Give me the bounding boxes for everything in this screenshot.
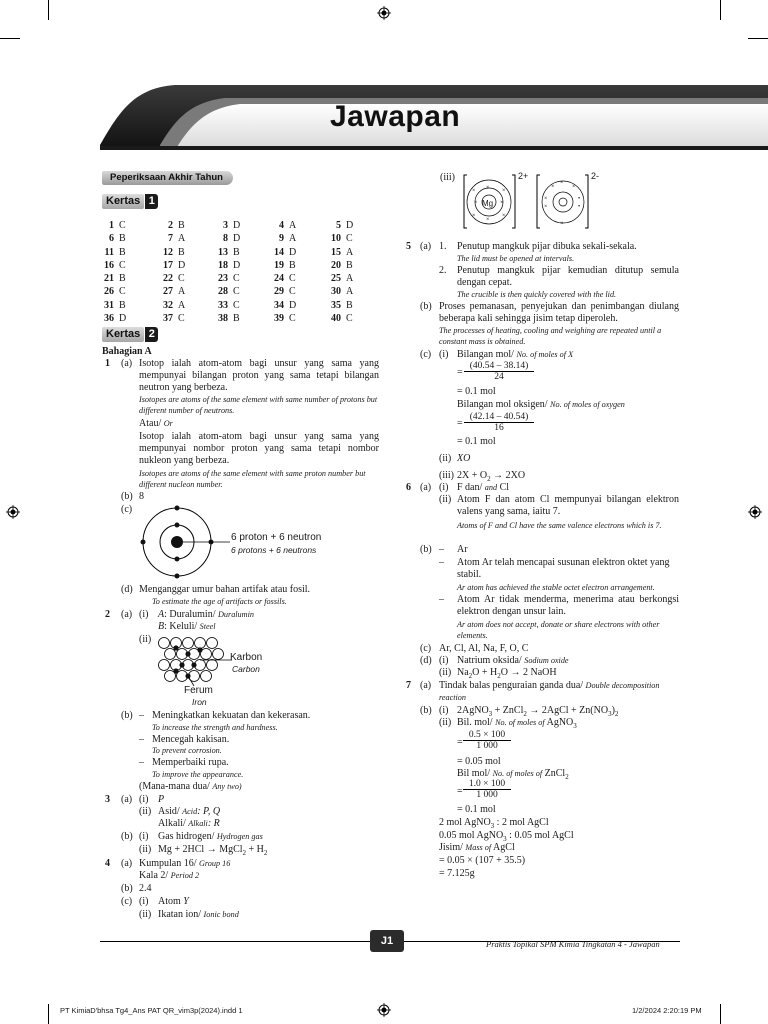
fraction-4: $\frac{1.0 \times 100}{1 000}$ xyxy=(463,779,511,800)
q2-number: 2 xyxy=(105,609,110,620)
svg-text:×: × xyxy=(486,217,490,223)
mol-zncl2-label: Bil mol/ No. of moles of ZnCl$_2$ xyxy=(457,768,569,781)
answer-letter: B xyxy=(346,299,353,311)
answer-letter: A xyxy=(178,233,186,245)
q6d-i: (i) xyxy=(439,655,449,666)
question-number: 26 xyxy=(104,286,114,298)
answer-letter: A xyxy=(178,286,186,298)
carbon-atom xyxy=(173,668,178,673)
q7b-i-equation: 2AgNO$_3$ + ZnCl$_2$ → 2AgCl + $Zn(NO_3)_2$ xyxy=(457,705,619,718)
page-title: Jawapan xyxy=(330,100,461,133)
q1a-ms2: Isotop ialah atom-atom bagi unsur yang sama yang mempunyai nombor proton yang sama tetapi nombor nukleon yang berbeza. xyxy=(139,431,379,466)
answer-row xyxy=(100,232,371,245)
answer-letter: C xyxy=(233,286,240,298)
q6b3-ms: Atom Ar tidak menderma, menerima atau berkongsi elektron dengan unsur lain. xyxy=(457,594,679,617)
q1b-answer: 8 xyxy=(139,491,144,502)
q5a-label: (a) xyxy=(420,241,432,252)
carbon-atom xyxy=(197,647,202,652)
alloy-diagram xyxy=(152,636,234,686)
q2b2-ms: Mencegah kakisan. xyxy=(152,734,230,745)
q5a2-ms: Penutup mangkuk pijar kemudian ditutup semula dengan cepat. xyxy=(457,265,679,288)
answer-letter: B xyxy=(119,273,126,285)
svg-text:×: × xyxy=(472,213,476,219)
svg-text:×: × xyxy=(474,200,478,206)
q3-number: 3 xyxy=(105,794,110,805)
answer-letter: D xyxy=(178,259,186,271)
answer-letter: D xyxy=(289,299,297,311)
dash: – xyxy=(139,734,144,745)
q7b-ii: (ii) xyxy=(439,717,452,728)
q2a-label: (a) xyxy=(121,609,133,620)
dash: – xyxy=(139,710,144,721)
result-4: = 0.1 mol xyxy=(457,804,496,815)
q4c-ii: (ii) xyxy=(139,909,152,920)
svg-text:×: × xyxy=(500,200,504,206)
eq-sign: = xyxy=(457,418,463,429)
result-2: = 0.1 mol xyxy=(457,436,496,447)
svg-text:×: × xyxy=(502,213,506,219)
q4a-group: Kumpulan 16/ Group 16 xyxy=(139,858,231,869)
question-number: 19 xyxy=(274,259,284,271)
q5b-ms: Proses pemanasan, penyejukan dan penimbangan diulang beberapa kali sehingga jisim tetap diperoleh. xyxy=(439,301,679,324)
mass-label: Jisim/ Mass of AgCl xyxy=(439,842,515,853)
q6b3-en: Ar atom does not accept, donate or share electrons with other elements. xyxy=(457,620,660,640)
question-number: 37 xyxy=(163,313,173,325)
q1a-ms: Isotop ialah atom-atom bagi unsur yang sama yang mempunyai bilangan proton yang sama tetapi bilangan neutron yang berbeza. xyxy=(139,358,379,393)
iron-atom xyxy=(207,660,218,671)
q5a1-ms: Penutup mangkuk pijar dibuka sekali-sekala. xyxy=(457,241,637,252)
answer-letter: A xyxy=(346,286,354,298)
q4a-label: (a) xyxy=(121,858,133,869)
q2b-any: (Mana-mana dua/ Any two) xyxy=(139,781,242,792)
answer-letter: C xyxy=(289,286,296,298)
q3b-i-ans: Gas hidrogen/ Hydrogen gas xyxy=(158,831,263,842)
q2b-label: (b) xyxy=(121,710,133,721)
mol-x-label: Bilangan mol/ No. of moles of X xyxy=(457,349,574,360)
q5b-en: The processes of heating, cooling and weighing are repeated until a constant mass is obtained. xyxy=(439,326,662,346)
question-number: 28 xyxy=(218,286,228,298)
question-number: 24 xyxy=(274,273,284,285)
eq-sign: = xyxy=(457,737,463,748)
answer-letter: C xyxy=(346,233,353,245)
answer-letter: B xyxy=(178,246,185,258)
question-number: 13 xyxy=(218,246,228,258)
q6a-ii-ms: Atom F dan atom Cl mempunyai bilangan elektron valens yang sama, iaitu 7. xyxy=(457,494,679,517)
q2a-i: (i) xyxy=(139,609,149,620)
q5a-n2: 2. xyxy=(439,265,447,276)
crop-mark xyxy=(720,1004,721,1024)
answer-letter: A xyxy=(289,233,297,245)
q3a-ii-acid: Asid/ Acid: P, Q xyxy=(158,806,221,817)
svg-text:×: × xyxy=(560,221,564,227)
q5a-n1: 1. xyxy=(439,241,447,252)
q3a-i-ans: P xyxy=(158,794,165,805)
q5b-label: (b) xyxy=(420,301,432,312)
answer-letter: C xyxy=(178,273,185,285)
iron-label-en: Iron xyxy=(192,697,207,707)
answer-letter: C xyxy=(178,313,185,325)
answer-row xyxy=(100,312,371,325)
question-number: 16 xyxy=(104,259,114,271)
ferum-label: Ferum xyxy=(184,685,213,696)
crop-mark xyxy=(48,1004,49,1024)
kertas-2-label: Kertas 2 xyxy=(102,327,158,342)
answer-row xyxy=(100,259,371,272)
q7b-label: (b) xyxy=(420,705,432,716)
svg-text:×: × xyxy=(551,184,555,190)
mol-agno3-label: Bil. mol/ No. of moles of AgNO$_3$ xyxy=(457,717,577,730)
iron-atom xyxy=(165,649,176,660)
question-number: 23 xyxy=(218,273,228,285)
answer-letter: C xyxy=(119,259,126,271)
q4c-i-ans: Atom Y xyxy=(158,896,189,907)
question-number: 35 xyxy=(331,299,341,311)
carbon-atom-diagram xyxy=(140,504,235,584)
q5a2-en: The crucible is then quickly covered with the lid. xyxy=(457,290,617,299)
dash: – xyxy=(439,594,444,605)
answer-letter: D xyxy=(289,246,297,258)
q7a-answer: Tindak balas penguraian ganda dua/ Double decomposition reaction xyxy=(439,680,660,702)
answer-letter: B xyxy=(233,313,240,325)
answer-letter: B xyxy=(289,259,296,271)
q6c-label: (c) xyxy=(420,643,432,654)
iron-atom xyxy=(213,649,224,660)
question-number: 9 xyxy=(279,233,284,245)
mg-symbol: Mg xyxy=(482,199,494,208)
question-number: 27 xyxy=(163,286,173,298)
question-number: 38 xyxy=(218,313,228,325)
svg-text:•: • xyxy=(578,204,581,210)
question-number: 20 xyxy=(331,259,341,271)
q6d-ii-equation: $Na_2O + H_2O \to 2$ NaOH xyxy=(457,667,557,680)
question-number: 1 xyxy=(109,220,114,231)
answer-letter: B xyxy=(346,259,353,271)
q7b-i: (i) xyxy=(439,705,449,716)
q6b-label: (b) xyxy=(420,544,432,555)
q6b2-en: Ar atom has achieved the stable octet electron arrangement. xyxy=(457,583,655,592)
svg-text:×: × xyxy=(472,188,476,194)
answer-table xyxy=(100,219,371,325)
question-number: 2 xyxy=(168,220,173,231)
answer-letter: B xyxy=(119,246,126,258)
q3b-ii: (ii) xyxy=(139,844,152,855)
question-number: 3 xyxy=(223,220,228,231)
q6d-i-ans: Natrium oksida/ Sodium oxide xyxy=(457,655,569,666)
q1d-en: To estimate the age of artifacts or fossils. xyxy=(152,597,287,606)
answer-row xyxy=(100,246,371,259)
q6a-label: (a) xyxy=(420,482,432,493)
q6a-ii-en: Atoms of F and Cl have the same valence electrons which is 7. xyxy=(457,521,662,530)
xo-answer: XO xyxy=(457,453,471,464)
q4b-label: (b) xyxy=(121,883,133,894)
registration-mark-right xyxy=(748,505,762,519)
carbon-atom xyxy=(191,662,196,667)
iron-atom xyxy=(159,638,170,649)
question-number: 14 xyxy=(274,246,284,258)
q1c-label: (c) xyxy=(121,504,133,515)
q3b-i: (i) xyxy=(139,831,149,842)
question-number: 6 xyxy=(109,233,114,245)
q1a-en2: Isotopes are atoms of the same element with same proton number but different nucleon number. xyxy=(139,469,366,489)
calc-2: = 7.125g xyxy=(439,868,475,879)
q3a-ii: (ii) xyxy=(139,806,152,817)
answer-letter: C xyxy=(233,299,240,311)
question-number: 15 xyxy=(331,246,341,258)
q2a-ii: (ii) xyxy=(139,634,152,645)
iron-atom xyxy=(159,660,170,671)
q5-number: 5 xyxy=(406,241,411,252)
answer-letter: A xyxy=(178,299,186,311)
question-number: 40 xyxy=(331,313,341,325)
question-number: 10 xyxy=(331,233,341,245)
calc-1: = 0.05 × (107 + 35.5) xyxy=(439,855,526,866)
charge-negative: 2- xyxy=(591,171,600,181)
q5c-i: (i) xyxy=(439,349,449,360)
q1a-en: Isotopes are atoms of the same element with same number of protons but different number of neutrons. xyxy=(139,395,378,415)
carbon-label-en: Carbon xyxy=(232,664,260,674)
question-number: 29 xyxy=(274,286,284,298)
answer-letter: D xyxy=(233,220,241,231)
answer-letter: D xyxy=(233,259,241,271)
answer-letter: B xyxy=(233,246,240,258)
q2a-A: A: Duralumin/ Duralumin xyxy=(158,609,254,620)
answer-letter: D xyxy=(233,233,241,245)
answer-letter: B xyxy=(178,220,185,231)
iron-atom xyxy=(201,671,212,682)
answer-letter: B xyxy=(119,233,126,245)
answer-letter: A xyxy=(346,273,354,285)
svg-text:×: × xyxy=(486,185,490,191)
section-label: Peperiksaan Akhir Tahun xyxy=(102,171,233,185)
svg-text:×: × xyxy=(544,204,548,210)
q6d-label: (d) xyxy=(420,655,432,666)
q7a-label: (a) xyxy=(420,680,432,691)
question-number: 30 xyxy=(331,286,341,298)
question-number: 18 xyxy=(218,259,228,271)
fraction-2: $\frac{(42.14 - 40.54)}{16}$ xyxy=(464,412,534,433)
q3a-i: (i) xyxy=(139,794,149,805)
q2b1-ms: Meningkatkan kekuatan dan kekerasan. xyxy=(152,710,311,721)
atom-label: 6 proton + 6 neutron xyxy=(231,532,322,543)
q5c-iii: (iii) xyxy=(439,470,454,481)
fraction-1: $\frac{(40.54 - 38.14)}{24}$ xyxy=(464,361,534,382)
question-number: 7 xyxy=(168,233,173,245)
xo-equation: $2X + O_2 \to 2XO$ xyxy=(457,470,526,483)
q1d-ms: Menganggar umur bahan artifak atau fosil. xyxy=(139,584,311,595)
answer-letter: D xyxy=(119,313,127,325)
q6b2-ms: Atom Ar telah mencapai susunan elektron oktet yang stabil. xyxy=(457,557,670,580)
q6a-ii: (ii) xyxy=(439,494,452,505)
eq-sign: = xyxy=(457,786,463,797)
q2b3-en: To improve the appearance. xyxy=(152,770,244,779)
q4b-answer: 2.4 xyxy=(139,883,152,894)
q5c-label: (c) xyxy=(420,349,432,360)
q5c-ii: (ii) xyxy=(439,453,452,464)
q6a-i-ans: F dan/ and Cl xyxy=(457,482,510,493)
karbon-label: Karbon xyxy=(230,652,263,663)
q2b2-en: To prevent corrosion. xyxy=(152,746,222,755)
answer-letter: B xyxy=(119,299,126,311)
atom-label-en: 6 protons + 6 neutrons xyxy=(231,545,317,555)
answer-row xyxy=(100,272,371,285)
q6-number: 6 xyxy=(406,482,411,493)
answer-letter: C xyxy=(119,220,126,231)
book-title: Praktis Topikal SPM Kimia Tingkatan 4 - Jawapan xyxy=(486,939,660,949)
q4a-period: Kala 2/ Period 2 xyxy=(139,870,200,881)
iron-atom xyxy=(183,638,194,649)
q2a-B: B: Keluli/ Steel xyxy=(158,621,216,632)
answer-row xyxy=(100,285,371,298)
svg-text:×: × xyxy=(502,188,506,194)
bahagian-a: Bahagian A xyxy=(102,346,152,357)
svg-text:×: × xyxy=(560,180,564,186)
q6a-i: (i) xyxy=(439,482,449,493)
q4c-iii-label: (iii) xyxy=(440,172,455,183)
answer-letter: C xyxy=(346,313,353,325)
q4c-i: (i) xyxy=(139,896,149,907)
charge-positive: 2+ xyxy=(518,171,529,181)
q2b1-en: To increase the strength and hardness. xyxy=(152,723,278,732)
answer-letter: C xyxy=(289,313,296,325)
carbon-atom xyxy=(185,651,190,656)
question-number: 8 xyxy=(223,233,228,245)
q4-number: 4 xyxy=(105,858,110,869)
q6c-answer: Ar, Cl, Al, Na, F, O, C xyxy=(439,643,529,654)
carbon-atom xyxy=(173,645,178,650)
q6d-ii: (ii) xyxy=(439,667,452,678)
question-number: 21 xyxy=(104,273,114,285)
q3a-label: (a) xyxy=(121,794,133,805)
question-number: 39 xyxy=(274,313,284,325)
question-number: 11 xyxy=(104,246,114,258)
q3b-label: (b) xyxy=(121,831,133,842)
print-date: 1/2/2024 2:20:19 PM xyxy=(632,1006,702,1015)
answer-row xyxy=(100,219,371,232)
answer-row xyxy=(100,299,371,312)
svg-text:×: × xyxy=(572,184,576,190)
atau-line: Atau/ Or xyxy=(139,418,173,429)
answer-letter: C xyxy=(119,286,126,298)
answer-letter: D xyxy=(346,220,354,231)
dash: – xyxy=(139,757,144,768)
question-number: 17 xyxy=(163,259,173,271)
iron-atom xyxy=(207,638,218,649)
result-1: = 0.1 mol xyxy=(457,386,496,397)
registration-mark-bottom xyxy=(377,1003,391,1017)
svg-text:×: × xyxy=(544,196,548,202)
answer-letter: A xyxy=(346,246,354,258)
eq-sign: = xyxy=(457,367,463,378)
q6b1: Ar xyxy=(457,544,468,555)
question-number: 31 xyxy=(104,299,114,311)
q5a1-en: The lid must be opened at intervals. xyxy=(457,254,575,263)
question-number: 22 xyxy=(163,273,173,285)
dash: – xyxy=(439,544,444,555)
fraction-3: $\frac{0.5 \times 100}{1 000}$ xyxy=(463,730,511,751)
question-number: 4 xyxy=(279,220,284,231)
q1a-label: (a) xyxy=(121,358,133,369)
q4c-label: (c) xyxy=(121,896,133,907)
q3b-ii-equation: Mg + 2HCl → MgCl$_2$ + $H_2$ xyxy=(158,844,268,857)
svg-text:•: • xyxy=(578,196,581,202)
answer-letter: C xyxy=(233,273,240,285)
question-number: 25 xyxy=(331,273,341,285)
question-number: 12 xyxy=(163,246,173,258)
registration-mark-left xyxy=(6,505,20,519)
question-number: 34 xyxy=(274,299,284,311)
q7-number: 7 xyxy=(406,680,411,691)
q1b-label: (b) xyxy=(121,491,133,502)
header-banner xyxy=(0,0,768,170)
answer-letter: A xyxy=(289,220,297,231)
footer-rule xyxy=(100,941,370,942)
kertas-1-label: Kertas 1 xyxy=(102,194,158,209)
q2b3-ms: Memperbaiki rupa. xyxy=(152,757,229,768)
result-3: = 0.05 mol xyxy=(457,756,501,767)
question-number: 36 xyxy=(104,313,114,325)
carbon-atom xyxy=(179,662,184,667)
iron-atom xyxy=(195,638,206,649)
q1-number: 1 xyxy=(105,358,110,369)
q4c-ii-ans: Ikatan ion/ Ionic bond xyxy=(158,909,239,920)
question-number: 32 xyxy=(163,299,173,311)
question-number: 33 xyxy=(218,299,228,311)
file-name: PT KimiaD'bhsa Tg4_Ans PAT QR_vim3p(2024).indd 1 xyxy=(60,1006,243,1015)
ratio-1: 2 mol AgNO$_3$ : 2 mol AgCl xyxy=(439,817,549,830)
page-number: J1 xyxy=(370,930,404,952)
question-number: 5 xyxy=(336,220,341,231)
answer-letter: C xyxy=(289,273,296,285)
dash: – xyxy=(439,557,444,568)
q3a-ii-alkali: Alkali/ Alkali: R xyxy=(158,818,220,829)
mol-o-label: Bilangan mol oksigen/ No. of moles of oxygen xyxy=(457,399,625,410)
q1d-label: (d) xyxy=(121,584,133,595)
ratio-2: 0.05 mol AgNO$_3$ : 0.05 mol AgCl xyxy=(439,830,574,843)
